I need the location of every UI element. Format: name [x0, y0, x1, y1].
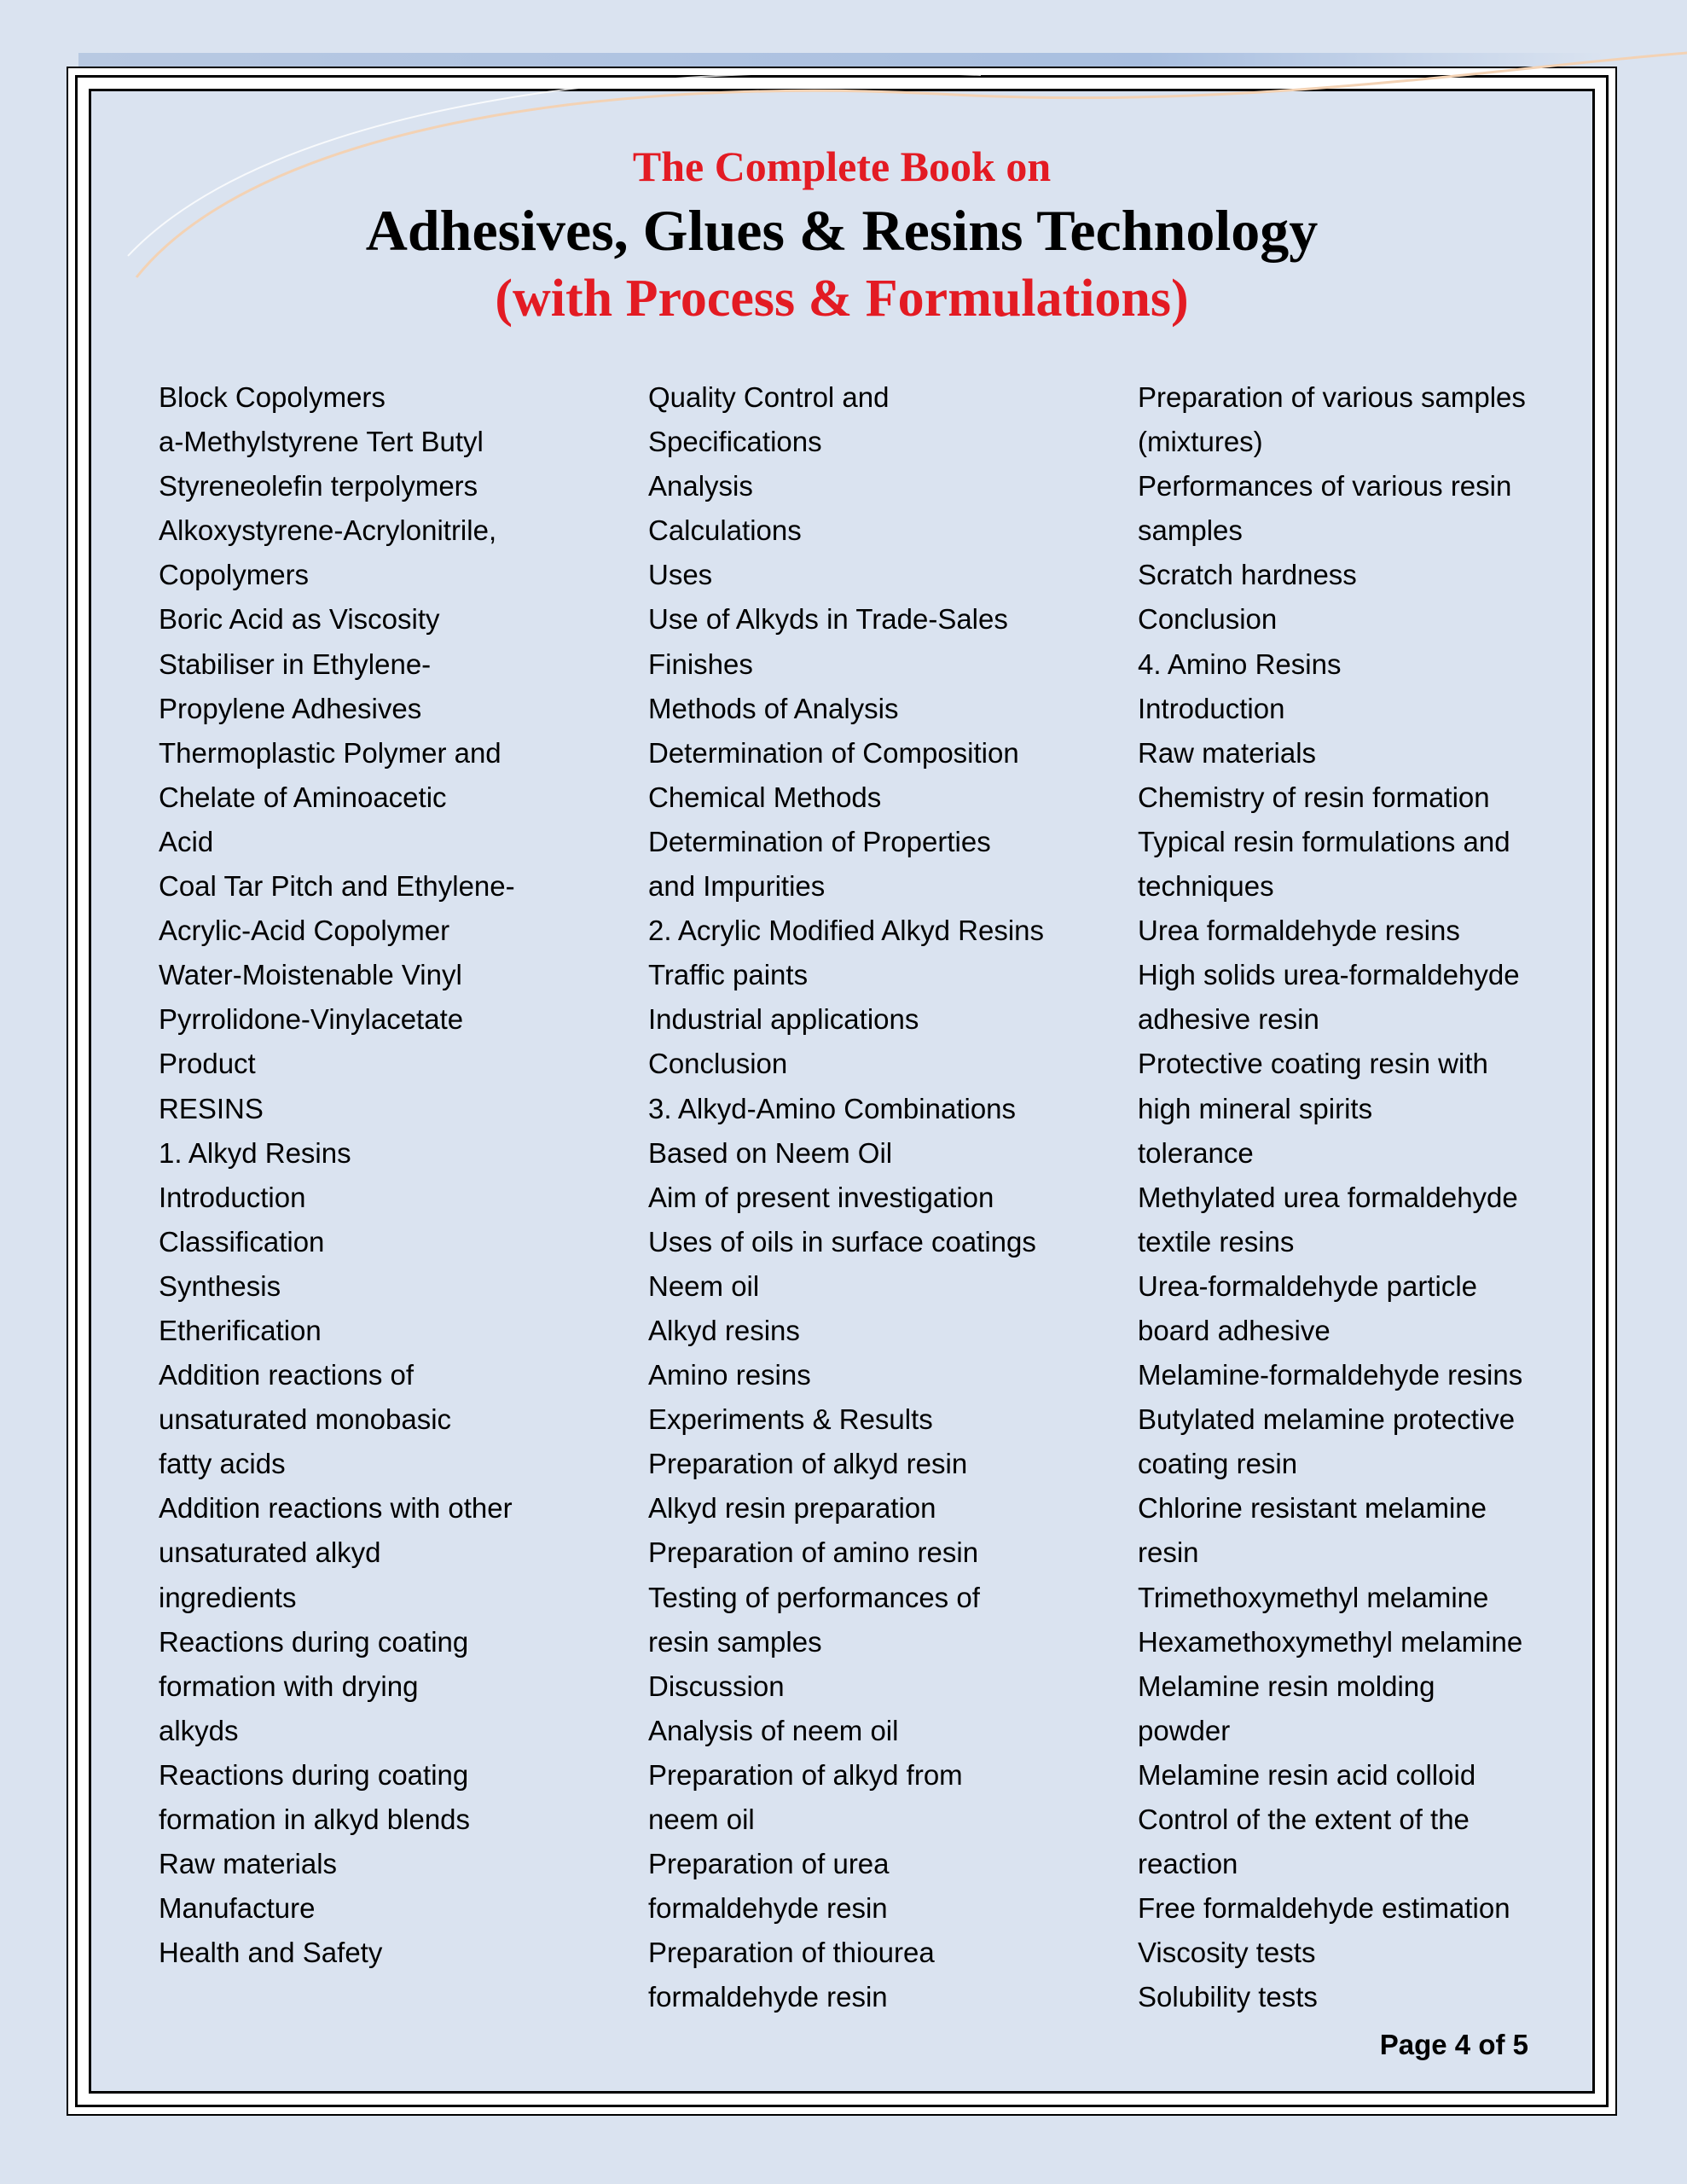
contents-entry: Free formaldehyde estimation — [1138, 1892, 1510, 1925]
contents-column-3 — [1138, 375, 1598, 2019]
contents-entry: Pyrrolidone-Vinylacetate — [159, 1003, 464, 1036]
contents-entry: Amino resins — [648, 1359, 811, 1391]
title-line-2: Adhesives, Glues & Resins Technology — [365, 198, 1319, 263]
contents-entry: Traffic paints — [648, 959, 809, 991]
contents-entry: Classification — [159, 1225, 325, 1258]
contents-entry: Melamine resin acid colloid — [1138, 1758, 1476, 1791]
contents-entry: formation with drying — [159, 1670, 419, 1702]
contents-entry: Manufacture — [159, 1892, 316, 1925]
contents-entry: Preparation of thiourea — [648, 1937, 935, 1969]
contents-entry: resin samples — [648, 1625, 822, 1658]
contents-entry: Addition reactions of — [159, 1359, 415, 1391]
contents-entry: Boric Acid as Viscosity — [159, 603, 440, 636]
contents-entry: Experiments & Results — [648, 1403, 933, 1436]
contents-entry: Aim of present investigation — [648, 1181, 994, 1213]
title-line-3: (with Process & Formulations) — [495, 270, 1189, 328]
contents-entry: Butylated melamine protective — [1138, 1403, 1516, 1436]
contents-entry: Typical resin formulations and — [1138, 825, 1510, 857]
contents-entry: techniques — [1138, 870, 1274, 903]
contents-entry: Discussion — [648, 1670, 785, 1702]
contents-entry: unsaturated monobasic — [159, 1403, 452, 1436]
contents-entry: Control of the extent of the — [1138, 1804, 1470, 1835]
contents-entry: Scratch hardness — [1138, 559, 1357, 591]
contents-entry: Etherification — [159, 1314, 322, 1346]
contents-entry: Synthesis — [159, 1269, 281, 1302]
contents-entry: Finishes — [648, 648, 753, 680]
contents-entry: Performances of various resin — [1138, 470, 1512, 502]
contents-entry: Chemistry of resin formation — [1138, 781, 1490, 813]
contents-entry: Alkoxystyrene-Acrylonitrile, — [159, 514, 497, 547]
contents-entry: Reactions during coating — [159, 1758, 469, 1791]
contents-entry: RESINS — [159, 1092, 264, 1124]
contents-entry: Alkyd resins — [648, 1314, 800, 1346]
contents-entry: Conclusion — [648, 1048, 788, 1080]
contents-entry: 2. Acrylic Modified Alkyd Resins — [648, 915, 1045, 947]
contents-entry: Conclusion — [1138, 603, 1278, 636]
contents-column-2 — [648, 375, 1109, 2019]
contents-entry: Based on Neem Oil — [648, 1136, 893, 1169]
contents-entry: formation in alkyd blends — [159, 1804, 471, 1835]
contents-entry: Melamine-formaldehyde resins — [1138, 1359, 1523, 1391]
contents-entry: Preparation of amino resin — [648, 1536, 979, 1569]
contents-entry: tolerance — [1138, 1136, 1254, 1169]
contents-entry: Styreneolefin terpolymers — [159, 470, 478, 502]
contents-entry: Determination of Properties — [648, 825, 991, 857]
contents-entry: Chelate of Aminoacetic — [159, 781, 447, 813]
contents-entry: Analysis of neem oil — [648, 1714, 899, 1746]
contents-entry: Industrial applications — [648, 1003, 919, 1036]
contents-entry: Melamine resin molding — [1138, 1670, 1435, 1702]
contents-entry: powder — [1138, 1714, 1231, 1746]
contents-entry: Trimethoxymethyl melamine — [1138, 1581, 1489, 1613]
contents-entry: Raw materials — [1138, 736, 1317, 769]
contents-entry: Acrylic-Acid Copolymer — [159, 915, 450, 947]
contents-entry: Testing of performances of — [648, 1581, 980, 1613]
contents-entry: Uses — [648, 559, 713, 591]
contents-entry: neem oil — [648, 1804, 755, 1835]
title-line-1: The Complete Book on — [632, 142, 1052, 190]
contents-entry: Viscosity tests — [1138, 1937, 1316, 1969]
contents-entry: coating resin — [1138, 1448, 1298, 1480]
contents-entry: Chemical Methods — [648, 781, 882, 813]
contents-entry: Stabiliser in Ethylene- — [159, 648, 432, 680]
contents-entry: Determination of Composition — [648, 736, 1019, 769]
contents-entry: unsaturated alkyd — [159, 1536, 381, 1569]
contents-entry: formaldehyde resin — [648, 1981, 888, 2013]
contents-entry: Urea formaldehyde resins — [1138, 915, 1460, 947]
contents-entry: 1. Alkyd Resins — [159, 1136, 351, 1169]
contents-entry: textile resins — [1138, 1225, 1295, 1258]
contents-entry: Uses of oils in surface coatings — [648, 1225, 1036, 1258]
contents-entry: Analysis — [648, 470, 753, 502]
contents-entry: Thermoplastic Polymer and — [159, 736, 501, 769]
contents-entry: Preparation of alkyd resin — [648, 1448, 968, 1480]
contents-entry: Methylated urea formaldehyde — [1138, 1181, 1518, 1213]
contents-entry: Introduction — [159, 1181, 306, 1213]
contents-entry: samples — [1138, 514, 1243, 547]
contents-entry: Quality Control and — [648, 381, 890, 413]
contents-entry: Methods of Analysis — [648, 692, 899, 724]
contents-entry: Chlorine resistant melamine — [1138, 1492, 1487, 1525]
contents-entry: Calculations — [648, 514, 802, 547]
contents-entry: Health and Safety — [159, 1937, 383, 1969]
contents-entry: High solids urea-formaldehyde — [1138, 959, 1520, 991]
contents-entry: 3. Alkyd-Amino Combinations — [648, 1092, 1017, 1124]
contents-entry: 4. Amino Resins — [1138, 648, 1342, 680]
contents-entry: Product — [159, 1048, 256, 1080]
contents-entry: adhesive resin — [1138, 1003, 1319, 1036]
contents-entry: Protective coating resin with — [1138, 1048, 1488, 1080]
contents-entry: Urea-formaldehyde particle — [1138, 1269, 1478, 1302]
contents-entry: Use of Alkyds in Trade-Sales — [648, 603, 1008, 636]
page-top-band — [78, 53, 1605, 67]
contents-entry: ingredients — [159, 1581, 297, 1613]
contents-entry: Block Copolymers — [159, 381, 386, 413]
contents-entry: Addition reactions with other — [159, 1492, 513, 1525]
contents-entry: Solubility tests — [1138, 1981, 1318, 2013]
contents-entry: a-Methylstyrene Tert Butyl — [159, 426, 484, 458]
contents-entry: formaldehyde resin — [648, 1892, 888, 1925]
contents-entry: Propylene Adhesives — [159, 692, 422, 724]
contents-entry: Introduction — [1138, 692, 1285, 724]
contents-entry: Copolymers — [159, 559, 310, 591]
contents-entry: Specifications — [648, 426, 822, 458]
contents-entry: high mineral spirits — [1138, 1092, 1373, 1124]
contents-entry: Neem oil — [648, 1269, 760, 1302]
contents-entry: Water-Moistenable Vinyl — [159, 959, 462, 991]
page-number: Page 4 of 5 — [1379, 2029, 1528, 2060]
contents-entry: fatty acids — [159, 1448, 286, 1480]
contents-entry: Preparation of various samples — [1138, 381, 1526, 413]
book-title-block — [89, 136, 1595, 333]
contents-entry: Raw materials — [159, 1848, 338, 1880]
contents-column-1 — [159, 375, 619, 1975]
contents-entry: Coal Tar Pitch and Ethylene- — [159, 870, 515, 903]
contents-entry: Preparation of urea — [648, 1848, 890, 1880]
contents-entry: (mixtures) — [1138, 426, 1263, 458]
contents-entry: board adhesive — [1138, 1314, 1330, 1346]
contents-entry: reaction — [1138, 1848, 1238, 1880]
contents-entry: Reactions during coating — [159, 1625, 469, 1658]
contents-entry: alkyds — [159, 1714, 239, 1746]
contents-entry: and Impurities — [648, 870, 826, 903]
contents-entry: Acid — [159, 825, 214, 857]
contents-entry: resin — [1138, 1536, 1199, 1569]
contents-entry: Hexamethoxymethyl melamine — [1138, 1625, 1523, 1658]
contents-entry: Alkyd resin preparation — [648, 1492, 936, 1525]
contents-entry: Preparation of alkyd from — [648, 1758, 963, 1791]
